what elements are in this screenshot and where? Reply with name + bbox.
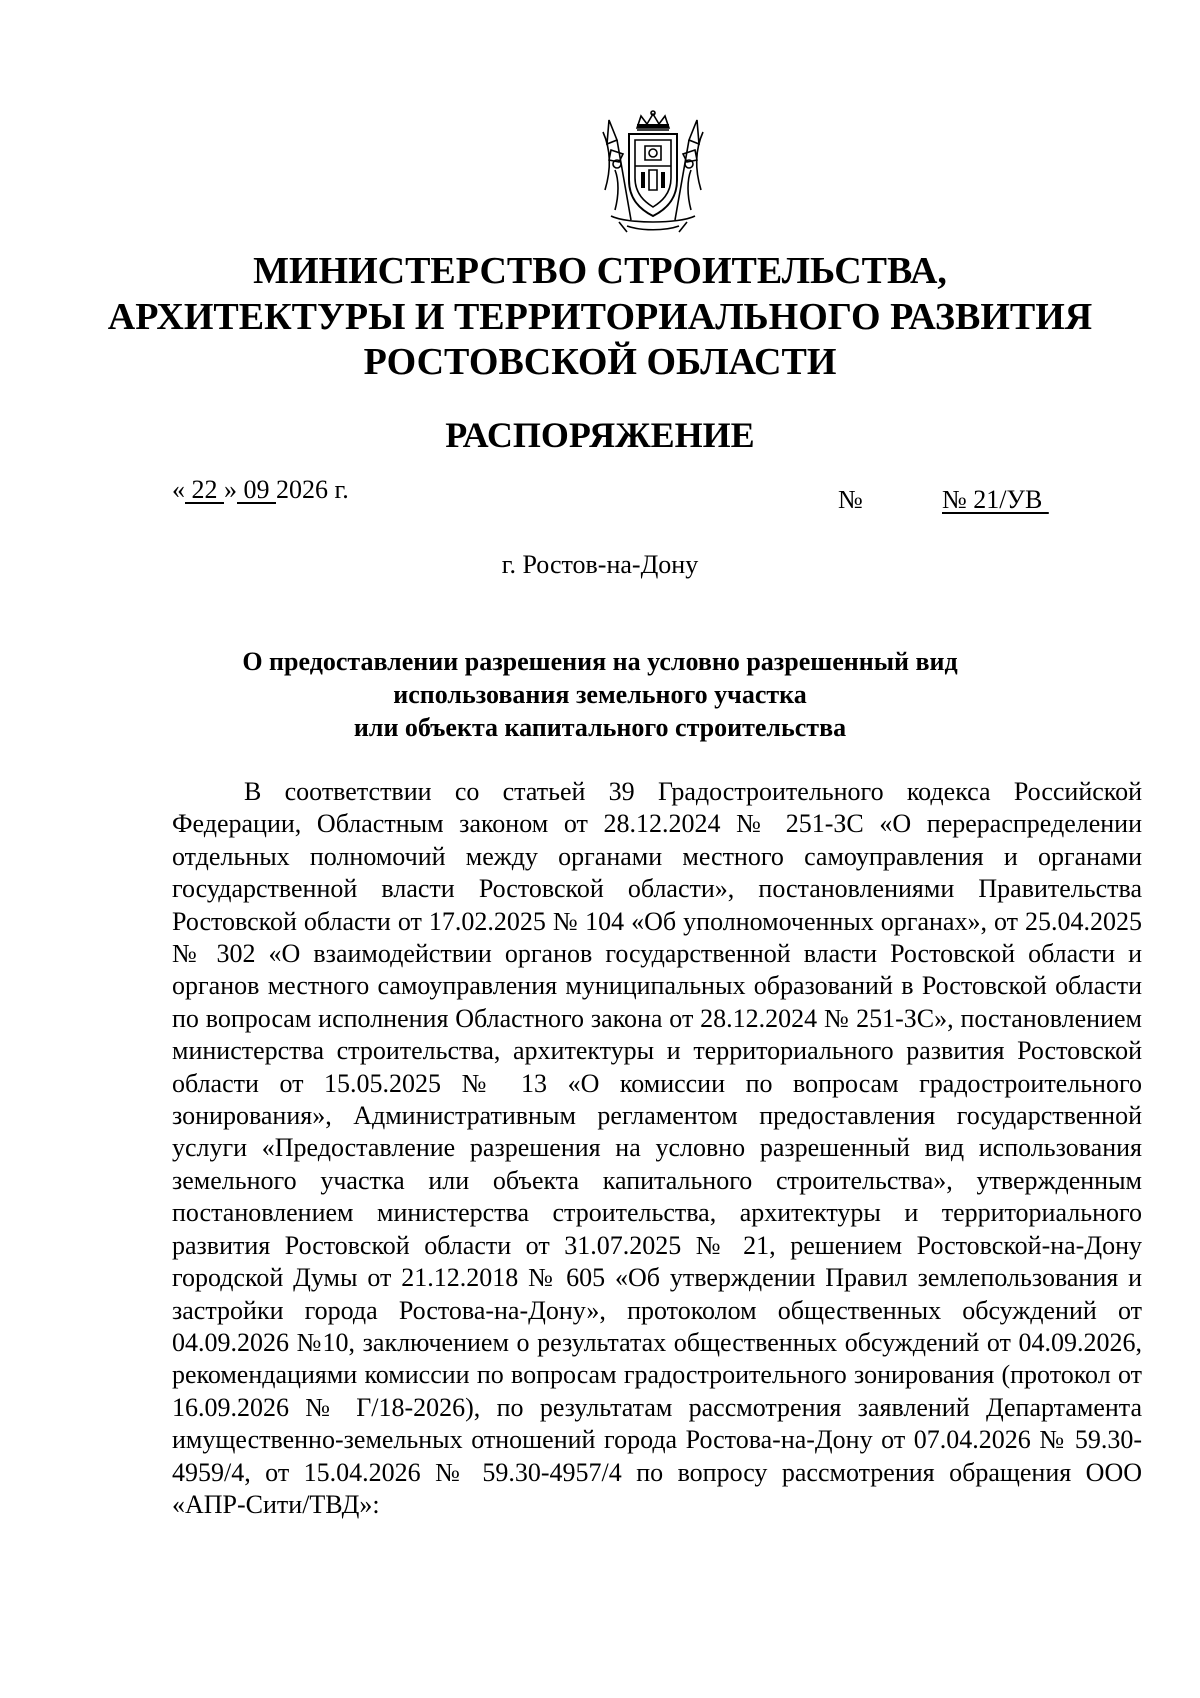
ministry-title-line-3: РОСТОВСКОЙ ОБЛАСТИ [363,341,837,383]
ministry-title-line-1: МИНИСТЕРСТВО СТРОИТЕЛЬСТВА, [253,250,947,292]
date-open-quote: « [172,475,185,504]
document-date [172,474,349,506]
subject-line-2: использования земельного участка [393,680,807,709]
document-number-label: № [838,485,863,514]
document-city: г. Ростов-на-Дону [501,550,699,579]
subject-line-1: О предоставлении разрешения на условно разрешенный вид [242,647,958,676]
date-month: 09 [237,475,276,504]
ministry-title-line-2: АРХИТЕКТУРЫ И ТЕРРИТОРИАЛЬНОГО РАЗВИТИЯ [107,296,1093,338]
document-body-paragraph: В соответствии со статьей 39 Градостроительного кодекса Российской Федерации, Областным законом от 28.12.2024 № 251-ЗС «О перераспределении отдельных полномочий между органами местного самоуправления и органами государственной власти Ростовской области», постановлениями Правительства Ростовской области от 17.02.2025 № 104 «Об уполномоченных органах», от 25.04.2025 № 302 «О взаимодействии органов государственной власти Ростовской области и органов местного самоуправления муниципальных образований в Ростовской области по вопросам исполнения Областного закона от 28.12.2024 № 251-ЗС», постановлением министерства строительства, архитектуры и территориального развития Ростовской области от 15.05.2025 № 13 «О комиссии по вопросам градостроительного зонирования», Административным регламентом предоставления государственной услуги «Предоставление разрешения на условно разрешенный вид использования земельного участка или объекта капитального строительства», утвержденным постановлением министерства строительства, архитектуры и территориального развития Ростовской области от 31.07.2025 № 21, решением Ростовской-на-Дону городской Думы от 21.12.2018 № 605 «Об утверждении Правил землепользования и застройки города Ростова-на-Дону», протоколом общественных обсуждений от 04.09.2026 №10, заключением о результатах общественных обсуждений от 04.09.2026, рекомендациями комиссии по вопросам градостроительного зонирования (протокол от 16.09.2026 № Г/18-2026), по результатам рассмотрения заявлений Департамента имущественно-земельных отношений города Ростова-на-Дону от 07.04.2026 № 59.30-4959/4, от 15.04.2026 № 59.30-4957/4 по вопросу рассмотрения обращения ООО «АПР-Сити/ТВД»: [172,777,1142,1519]
document-number-value: № 21/УВ [942,485,1049,514]
subject-line-3: или объекта капитального строительства [353,713,847,742]
date-close-quote: » [224,475,237,504]
rostov-oblast-coat-of-arms-icon [597,110,709,234]
date-year: 2026 г. [276,475,349,504]
document-subject [150,645,1050,744]
document-type-title: РАСПОРЯЖЕНИЕ [445,415,755,455]
date-day: 22 [185,475,224,504]
